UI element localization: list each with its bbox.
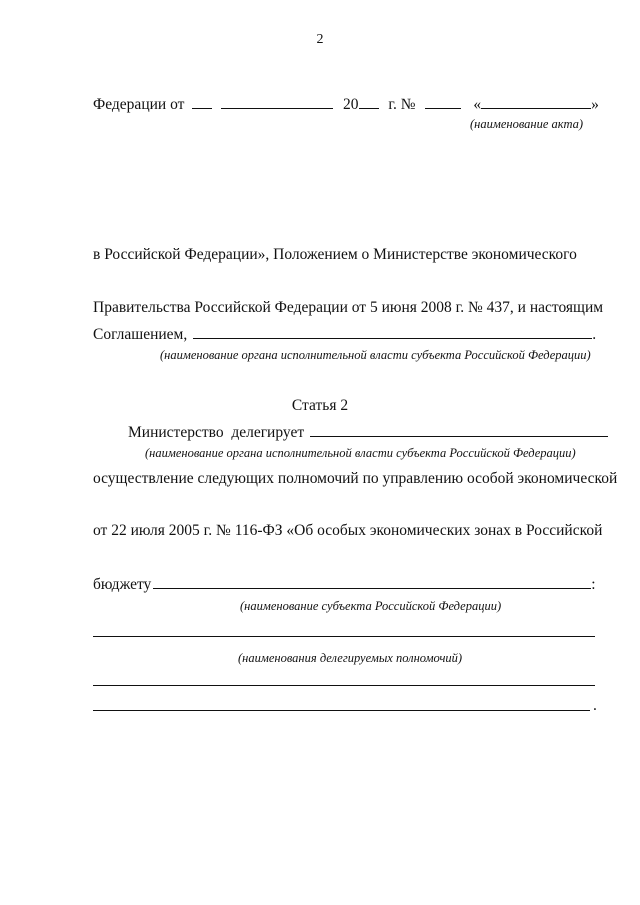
blank-field[interactable]: [359, 94, 379, 109]
blank-line[interactable]: [93, 710, 590, 711]
quote-close: »: [591, 96, 599, 113]
text-year: 20: [343, 96, 359, 113]
organ-line: [93, 324, 599, 345]
quote-open: «: [473, 96, 482, 113]
blank-line[interactable]: [93, 685, 595, 686]
end-period: .: [593, 697, 597, 714]
text-line: осуществление следующих полномочий по управлению особой экономической: [93, 470, 618, 487]
text-line: Правительства Российской Федерации от 5 июня 2008 г. № 437, и настоящим: [93, 299, 604, 316]
delegate-line: [128, 422, 600, 443]
date-line: [93, 94, 599, 115]
blank-field[interactable]: [192, 94, 212, 109]
blank-line[interactable]: [93, 636, 595, 637]
budget-line: [93, 574, 599, 595]
note-organ-name: (наименование органа исполнительной власти субъекта Российской Федерации): [160, 348, 591, 362]
text-soglasheniem: Соглашением,: [93, 326, 188, 343]
blank-field[interactable]: [310, 422, 608, 437]
colon: :: [591, 576, 596, 593]
blank-field[interactable]: [153, 574, 591, 589]
blank-field[interactable]: [221, 94, 333, 109]
page-number: 2: [316, 32, 324, 47]
text-federacii-ot: Федерации от: [93, 96, 185, 113]
period: .: [592, 326, 597, 343]
article-heading: Статья 2: [291, 397, 349, 414]
text-ministry-delegates: Министерство делегирует: [128, 424, 305, 441]
note-powers-names: (наименования делегируемых полномочий): [238, 651, 463, 665]
blank-field[interactable]: [425, 94, 461, 109]
blank-field[interactable]: [193, 324, 592, 339]
text-budget: бюджету: [93, 576, 152, 593]
text-num: г. №: [388, 96, 416, 113]
note-subject-name: (наименование субъекта Российской Федерации): [240, 599, 502, 613]
blank-field[interactable]: [481, 94, 591, 109]
text-line: в Российской Федерации», Положением о Министерстве экономического: [93, 246, 577, 263]
note-act-name: (наименование акта): [470, 117, 584, 131]
text-line: от 22 июля 2005 г. № 116-ФЗ «Об особых экономических зонах в Российской: [93, 522, 603, 539]
note-organ-name: (наименование органа исполнительной власти субъекта Российской Федерации): [145, 446, 576, 460]
